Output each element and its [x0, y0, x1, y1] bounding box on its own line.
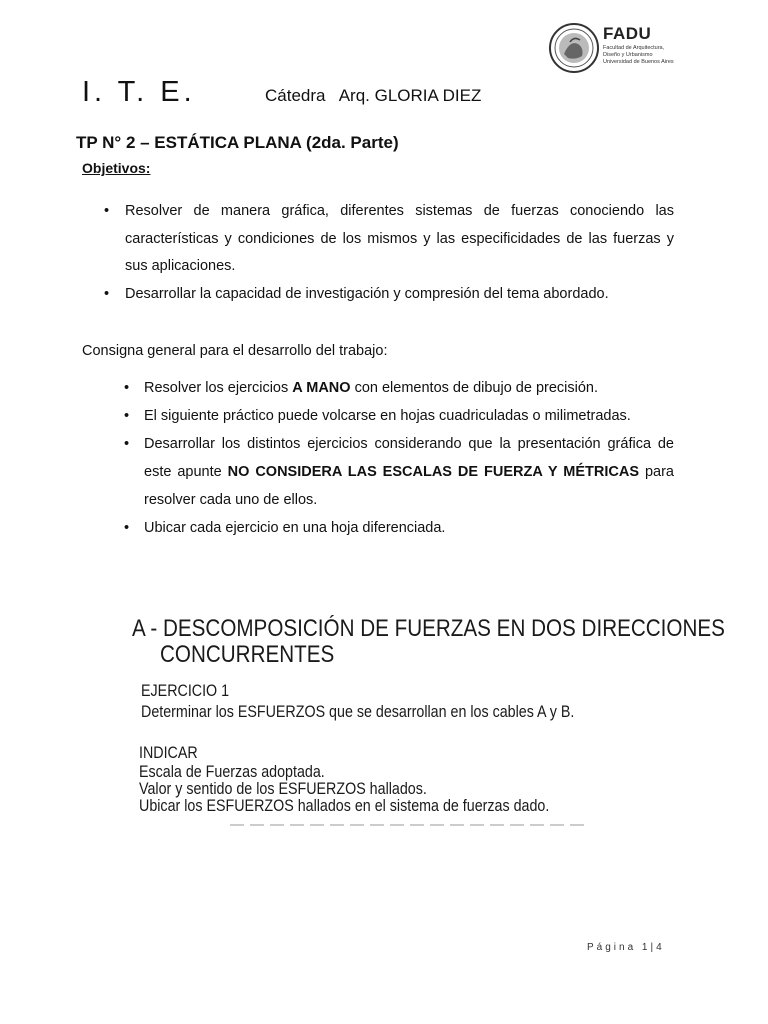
consigna-item-2: • El siguiente práctico puede volcarse en hojas cuadriculadas o milimetradas.: [124, 402, 674, 430]
indicar-item-1: Escala de Fuerzas adoptada.: [139, 762, 325, 781]
section-a-title: A - DESCOMPOSICIÓN DE FUERZAS EN DOS DIRECCIONES: [132, 615, 725, 642]
ejercicio-description: Determinar los ESFUERZOS que se desarrollan en los cables A y B.: [141, 702, 575, 721]
consigna-item-4: • Ubicar cada ejercicio en una hoja diferenciada.: [124, 514, 674, 542]
consigna-list: [124, 374, 674, 542]
university-seal-icon: [548, 22, 600, 74]
objetivos-list: [104, 198, 674, 308]
consigna-item-3: [124, 430, 674, 514]
page-number: Página 1|4: [587, 942, 665, 953]
consigna-heading: Consigna general para el desarrollo del trabajo:: [82, 343, 388, 359]
scan-artifact-divider: [230, 822, 590, 828]
objetivo-item-2: • Desarrollar la capacidad de investigación y compresión del tema abordado.: [104, 281, 674, 309]
page-total: 4: [656, 942, 665, 953]
consigna-item-1: [124, 374, 674, 402]
fadu-logo: [548, 22, 678, 78]
course-title: I. T. E.: [82, 76, 196, 108]
consigna-item-1-bold: A MANO: [292, 380, 351, 396]
page-current: 1: [641, 942, 651, 953]
consigna-item-1-pre: Resolver los ejercicios: [144, 380, 293, 396]
ejercicio-label: EJERCICIO 1: [141, 681, 230, 700]
section-a-title-line2: CONCURRENTES: [160, 641, 335, 668]
tp-title: TP N° 2 – ESTÁTICA PLANA (2da. Parte): [76, 133, 399, 152]
fadu-line-3: Universidad de Buenos Aires: [603, 59, 674, 65]
consigna-item-1-post: con elementos de dibujo de precisión.: [350, 380, 599, 396]
consigna-item-3-pre: Desarrollar los distintos ejercicios considerando que la presentación gráfica de este apunte: [144, 436, 674, 480]
fadu-line-1: Facultad de Arquitectura,: [603, 45, 665, 51]
consigna-item-3-post: para resolver cada uno de ellos.: [144, 464, 674, 508]
page-label: Página: [587, 942, 637, 953]
indicar-item-2: Valor y sentido de los ESFUERZOS hallados.: [139, 779, 427, 798]
objetivos-heading: Objetivos:: [82, 160, 151, 176]
indicar-item-3: Ubicar los ESFUERZOS hallados en el sistema de fuerzas dado.: [139, 796, 550, 815]
objetivo-item-1: • Resolver de manera gráfica, diferentes sistemas de fuerzas conociendo las características y condiciones de los mismos y las especificidades de las fuerzas y sus aplicaciones.: [104, 198, 674, 281]
consigna-item-3-bold: NO CONSIDERA LAS ESCALAS DE FUERZA Y MÉTRICAS: [227, 464, 640, 480]
fadu-name: FADU: [603, 24, 652, 43]
catedra-label: Cátedra Arq. GLORIA DIEZ: [265, 86, 482, 105]
indicar-heading: INDICAR: [139, 743, 198, 762]
fadu-line-2: Diseño y Urbanismo: [603, 52, 653, 58]
